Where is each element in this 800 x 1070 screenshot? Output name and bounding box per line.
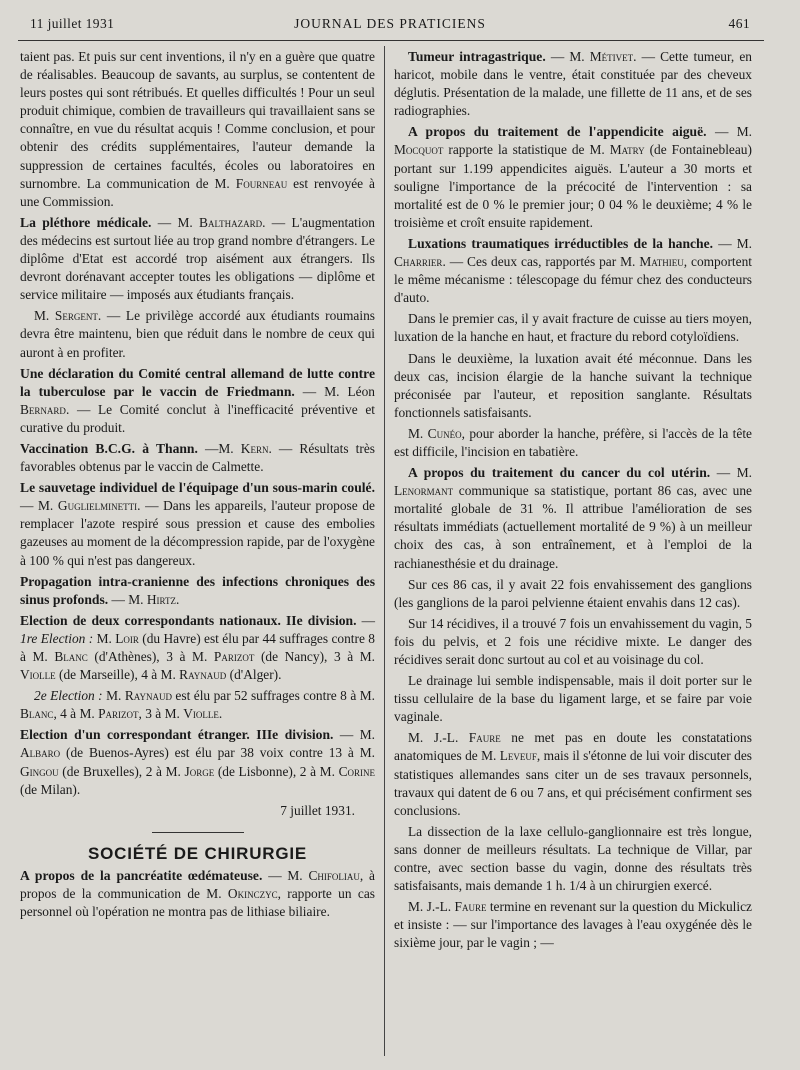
- text-fragment: , à propos de la communication de M.: [20, 867, 375, 902]
- text-fragment: — Ces deux cas, rapportés par M.: [449, 254, 636, 270]
- appendicite-entry: [394, 123, 752, 232]
- text-fragment: est élu par 52 suffrages contre 8 à M.: [175, 688, 375, 704]
- entry-text: — Le privilège accordé aux étudiants roumains devra être maintenu, bien que réduit dans le nombre de ceux qui auront à en profiter.: [20, 308, 375, 360]
- dateline: 7 juillet 1931.: [280, 802, 355, 818]
- text-fragment: M.: [106, 688, 122, 704]
- author-name: Guglielminetti: [57, 498, 138, 514]
- cancer-p4: Le drainage lui semble indispensable, mais il doit porter sur le tissu cellulaire de la base du ligament large, et se faire par voie vaginale.: [394, 673, 752, 725]
- author-name: Lenormant: [394, 483, 454, 499]
- author-name: Blanc: [20, 706, 54, 722]
- entry-text: — Cette tumeur, en haricot, mobile dans le ventre, était constituée par des cheveux déglutis. Présentation de la malade, une fillette de 11 ans, et de ses radiographies.: [394, 49, 752, 119]
- author-name: Charrier: [394, 254, 443, 270]
- intro-paragraph: [20, 48, 375, 211]
- header-date: 11 juillet 1931: [30, 16, 115, 31]
- section-separator: [152, 832, 244, 833]
- text-fragment: (de Bruxelles), 2 à M.: [62, 763, 181, 779]
- entry-title: Luxations traumatiques irréductibles de la hanche.: [408, 235, 714, 251]
- election-second-entry: [20, 687, 375, 723]
- sauvetage-entry: Le sauvetage individuel de l'équipage d'un sous-marin coulé. — M. Guglielminetti. — Dans les appareils, l'auteur propose de remplacer l'azote respiré sous pression et cause des embolies gazeuses au moment de la décompression rapide, par de l'oxygène à 100 % qui n'est pas dangereux.: [20, 480, 375, 568]
- author-firstname: Léon: [347, 383, 375, 399]
- text-fragment: , comportent le même mécanisme : télescopage du fémur chez des conducteurs d'auto.: [394, 254, 752, 306]
- cancer-p2: Sur ces 86 cas, il y avait 22 fois envahissement des ganglions (les ganglions de la paroi pelvienne étaient envahis dans 12 cas).: [394, 576, 752, 610]
- author-name: Raynaud: [179, 667, 227, 683]
- luxations-p2: Dans le premier cas, il y avait fracture de cuisse au tiers moyen, luxation de la hanche en haut, et fracture du rebord cotyloïdiens.: [394, 311, 752, 345]
- cuneo-entry: [394, 425, 752, 461]
- text-fragment: M. J.-L.: [408, 730, 459, 746]
- bcg-entry: Vaccination B.C.G. à Thann. —M. Kern. — Résultats très favorables obtenus par le vaccin de Calmette.: [20, 440, 375, 475]
- entry-title: Le sauvetage individuel de l'équipage d'un sous-marin coulé.: [20, 480, 375, 496]
- author-name: Hirtz: [146, 591, 176, 607]
- author-name: Parizot: [98, 706, 139, 722]
- text-fragment: , pour aborder la hanche, préfère, si l'accès de la tête est difficile, l'incision en tabatière.: [394, 425, 752, 459]
- author-name: Leveuf: [499, 748, 537, 764]
- faure-entry: [394, 729, 752, 819]
- running-header: [30, 14, 750, 38]
- election-label: 2e Election :: [34, 688, 103, 704]
- text-fragment: (d'Athènes), 3 à M.: [94, 649, 208, 664]
- entry-text: — Le Comité conclut à l'inefficacité préventive et curative du produit.: [20, 401, 375, 435]
- text-fragment: (de Fontainebleau) portant sur 1.199 appendicites aiguës. L'auteur a 30 morts et souligne l'importance de la précocité de l'intervention : sa mortalité est de 0 % le premier jour; 0 04 % le deuxième; 4 % le troisième et croît ensuite rapidement.: [394, 142, 752, 230]
- right-column: [394, 48, 752, 956]
- cancer-p3: Sur 14 récidives, il a trouvé 7 fois un envahissement du vagin, 5 fois du pelvis, et 2 fois une récidive mixte. Le danger des récidives serait donc surtout au col et au voisinage du col.: [394, 615, 752, 667]
- text-fragment: — M.: [268, 867, 303, 883]
- tumeur-entry: Tumeur intragastrique. — M. Métivet. — Cette tumeur, en haricot, mobile dans le ventre, était constituée par des cheveux déglutis. Présentation de la malade, une fillette de 11 ans, et de ses radiographies.: [394, 49, 752, 119]
- election-label: 1re Election :: [20, 630, 94, 646]
- faure-p3: [394, 898, 752, 952]
- text-fragment: , 3 à M.: [138, 706, 180, 722]
- text-fragment: M.: [408, 425, 424, 441]
- author-name: Kern: [240, 440, 269, 456]
- propagation-entry: Propagation intra-cranienne des infections chroniques des sinus profonds. — M. Hirtz.: [20, 573, 375, 607]
- text-fragment: (du Havre) est élu par 44 suffrages contre 8 à M.: [20, 630, 375, 664]
- entry-title: A propos du traitement de l'appendicite aiguë.: [408, 124, 707, 140]
- author-name: Faure: [468, 730, 501, 746]
- author-name: Albaro: [20, 745, 61, 761]
- author-name: Okinczyc: [227, 886, 278, 902]
- author-name: Loir: [115, 630, 139, 646]
- text-fragment: rapporte la statistique de M.: [448, 142, 605, 158]
- author-name: Raynaud: [124, 688, 172, 704]
- entry-text: L'augmentation des médecins est surtout liée au trop grand nombre d'étrangers. Le diplôme d'Etat est accordé trop aisément aux étrangers. Ils devront dorénavant accepter toutes les obligations — diplôme et service militaire — imposés aux étudiants français.: [20, 214, 375, 303]
- luxations-entry: Luxations traumatiques irréductibles de la hanche. — M. Charrier. — Ces deux cas, rapportés par M. Mathieu, comportent le même mécanisme : télescopage du fémur chez des conducteurs d'auto.: [394, 235, 753, 306]
- author-name: Mathieu: [639, 254, 684, 270]
- column-divider: [384, 46, 385, 1056]
- entry-title: Une déclaration du Comité central allemand de lutte contre la tuberculose par le vaccin de Friedmann.: [20, 365, 375, 399]
- text-fragment: termine en revenant sur la question du Mickulicz et insiste : — sur l'importance des lavages à l'eau oxygénée dès le sixième jour, par le vagin ; —: [394, 899, 752, 951]
- luxations-p3: Dans le deuxième, la luxation avait été méconnue. Dans les deux cas, incision élargie de la hanche suivant la technique préconisée par l'auteur, et reposition sanglante. Résultats fonctionnels satisfaisants.: [394, 350, 752, 420]
- text-fragment: — M.: [716, 465, 752, 481]
- sergent-entry: M. Sergent. — Le privilège accordé aux étudiants roumains devra être maintenu, bien que réduit dans le nombre de ceux qui auront à en profiter.: [20, 308, 375, 360]
- text-fragment: — M.: [714, 124, 752, 140]
- author-name: Cunéo: [427, 425, 462, 441]
- text-fragment: , rapporte un cas personnel où l'opération ne montra pas de lithiase biliaire.: [20, 886, 375, 920]
- page-number: 461: [728, 16, 750, 31]
- text-fragment: M.: [96, 630, 112, 646]
- text-fragment: (de Milan).: [20, 781, 81, 797]
- entry-title: Vaccination B.C.G. à Thann.: [20, 440, 198, 456]
- author-name: Violle: [20, 667, 56, 683]
- entry-title: Propagation intra-cranienne des infections chroniques des sinus profonds.: [20, 573, 375, 607]
- author-name: Matry: [609, 142, 645, 158]
- author-name: Corine: [338, 763, 375, 779]
- intro-end: est renvoyée à une Commission.: [20, 175, 375, 209]
- entry-title: Election d'un correspondant étranger. IIIe division.: [20, 727, 334, 743]
- entry-title: Election de deux correspondants nationaux. IIe division.: [20, 612, 357, 628]
- author-name: Mocquot: [394, 142, 444, 158]
- text-fragment: , 4 à M.: [53, 706, 95, 722]
- text-fragment: .: [218, 706, 223, 722]
- text-fragment: (de Nancy), 3 à M.: [260, 649, 376, 664]
- left-column: [20, 48, 375, 924]
- election-nationaux-entry: Election de deux correspondants nationaux. IIe division. — 1re Election : M. Loir (du Havre) est élu par 44 suffrages contre 8 à M. Blanc (d'Athènes), 3 à M. Parizot (de Nancy), 3 à M. Violle (de Marseille), 4 à M. Raynaud (d'Alger).: [20, 612, 376, 683]
- text-fragment: (de Marseille), 4 à M.: [59, 667, 176, 683]
- author-name: Bernard: [20, 401, 66, 417]
- author-name: Blanc: [54, 649, 88, 664]
- header-rule: [18, 40, 764, 41]
- text-fragment: M. J.-L.: [408, 899, 452, 915]
- plethore-entry: La pléthore médicale. — M. Balthazard. — L'augmentation des médecins est surtout liée au trop grand nombre d'étrangers. Le diplôme d'Etat est accordé trop aisément aux étrangers. Ils devront dorénavant accepter toutes les obligations — diplôme et service militaire — imposés aux étudiants français.: [20, 214, 375, 303]
- entry-text: — Dans les appareils, l'auteur propose de remplacer l'azote respiré sous pression et cause des embolies gazeuses au moment de la décompression rapide, par de l'oxygène à 100 % qui n'est pas dangereux.: [20, 498, 375, 568]
- text-fragment: ne met pas en doute les constatations anatomiques de M.: [394, 730, 752, 764]
- faure-p2: La dissection de la laxe cellulo-ganglionnaire est très longue, sans donner de meilleurs résultats. La technique de Villar, par contre, avec section basse du vagin, donne des résultats très satisfaisants, mais demande 1 h. 1/4 à un chirurgien exercé.: [394, 823, 752, 894]
- author-name: Sergent: [54, 308, 98, 324]
- section-title: SOCIÉTÉ DE CHIRURGIE: [87, 843, 308, 863]
- author-name: Faure: [454, 899, 487, 915]
- entry-title: Tumeur intragastrique.: [408, 49, 546, 64]
- intro-text: taient pas. Et puis sur cent inventions, il n'y en a guère que quatre de réalisables. Beaucoup de savants, au surplus, se contentent de leurs postes qui sont rétribués. Et quelles difficultés ! Pour un seul produit chimique, combien de travailleurs qui travaillaient sans se connaître, en vue du résultat acquis ! Comme conclusion, et pour obtenir des crédits supplémentaires, l'auteur demande la suppression de certaines facultés, écoles ou laboratoires en surnombre. La communication de M.: [20, 49, 375, 191]
- text-fragment: (de Buenos-Ayres) est élu par 38 voix contre 13 à M.: [66, 745, 375, 761]
- entry-title: La pléthore médicale.: [20, 214, 152, 230]
- entry-title: A propos de la pancréatite œdémateuse.: [20, 867, 263, 883]
- text-fragment: , mais il s'étonne de lui voir discuter des statistiques allemandes sans citer un de ses travaux personnels, travaux qui datent de 6 ou 7 ans, et qui précisément confirment ses conclusions.: [394, 748, 752, 818]
- author-name: Métivet: [589, 49, 634, 64]
- author-name: Chifoliau: [308, 867, 360, 883]
- entry-title: A propos du traitement du cancer du col utérin.: [408, 465, 711, 481]
- pancreatite-entry: [20, 867, 375, 921]
- text-fragment: (de Lisbonne), 2 à M.: [217, 763, 335, 779]
- author-name: Balthazard: [199, 214, 263, 230]
- author-name: Parizot: [213, 649, 255, 664]
- author-name: Fourneau: [235, 175, 288, 191]
- text-fragment: communique sa statistique, portant 86 cas, avec une mortalité globale de 31 %. Il attribue l'amélioration de ses résultats immédiats (actuellement mortalité de 9 %) à un meilleur choix des cas, à son entraînement, et à l'emploi de la rachianesthésie et du drainage.: [394, 483, 752, 571]
- entry-text: — Résultats très favorables obtenus par le vaccin de Calmette.: [20, 440, 375, 475]
- declaration-entry: Une déclaration du Comité central allemand de lutte contre la tuberculose par le vaccin de Friedmann. — M. Léon Bernard. — Le Comité conclut à l'inefficacité préventive et curative du produit.: [20, 365, 375, 435]
- author-name: Jorge: [184, 763, 215, 779]
- text-fragment: — M.: [339, 727, 375, 743]
- author-name: Gingou: [20, 763, 59, 779]
- author-name: Violle: [183, 706, 219, 722]
- journal-title: JOURNAL DES PRATICIENS: [294, 16, 486, 31]
- cancer-entry: [394, 464, 752, 573]
- text-fragment: (d'Alger).: [229, 667, 282, 683]
- election-etranger-entry: [20, 726, 375, 798]
